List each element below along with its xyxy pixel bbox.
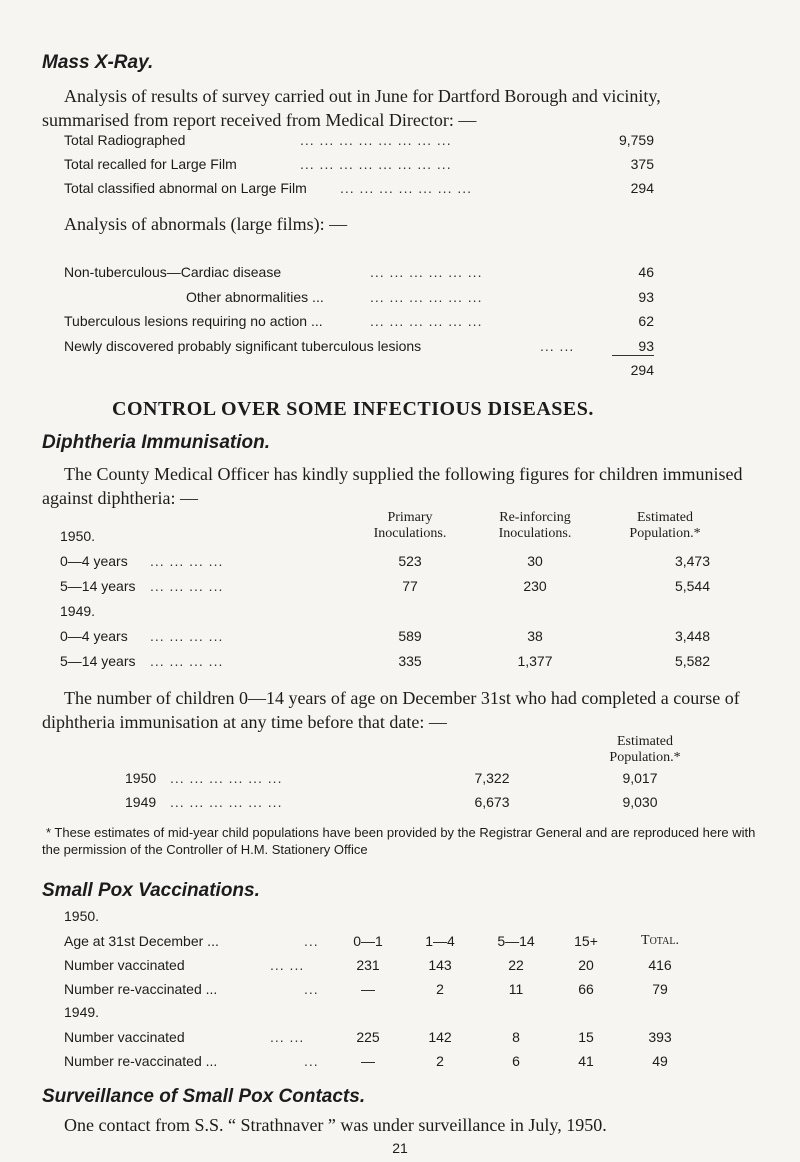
col-header: 15+: [574, 933, 598, 949]
leader-dots: ... ...: [270, 957, 305, 973]
year-label: 1949.: [64, 1004, 100, 1020]
abnormal-label: Other abnormalities ...: [186, 289, 324, 305]
completed-population: 9,030: [622, 794, 658, 810]
cell: 393: [648, 1029, 672, 1045]
summary-value: 9,759: [618, 132, 654, 148]
reinforcing-value: 230: [523, 578, 547, 594]
cell: 8: [512, 1029, 520, 1045]
diphtheria-intro: The County Medical Officer has kindly supplied the following figures for children immunised against diphtheria: —: [42, 464, 743, 508]
population-value: 3,473: [674, 553, 710, 569]
leader-dots: ... ... ... ... ... ...: [170, 794, 283, 810]
diphtheria-heading: Diphtheria Immunisation.: [42, 432, 271, 453]
population-value: 3,448: [674, 628, 710, 644]
abnormal-value: 46: [638, 264, 654, 280]
surveillance-text: One contact from S.S. “ Strathnaver ” was under surveillance in July, 1950.: [64, 1115, 607, 1135]
abnormal-label: Newly discovered probably significant tuberculous lesions: [64, 338, 422, 354]
completed-number: 7,322: [474, 770, 510, 786]
mass-xray-intro: Analysis of results of survey carried out in June for Dartford Borough and vicinity, summarised from report received from Medical Director: —: [42, 86, 661, 130]
section-title: CONTROL OVER SOME INFECTIOUS DISEASES.: [112, 398, 594, 420]
completed-number: 6,673: [474, 794, 510, 810]
abnormal-value: 93: [638, 289, 654, 305]
cell: 11: [508, 981, 524, 997]
col-header: Total.: [641, 933, 679, 948]
cell: 225: [356, 1029, 380, 1045]
leader-dots: ... ... ... ... ... ... ...: [340, 180, 473, 196]
primary-value: 589: [398, 628, 422, 644]
population-value: 5,544: [674, 578, 710, 594]
cell: 15: [578, 1029, 594, 1045]
cell: 2: [436, 1053, 444, 1069]
cell: 143: [428, 957, 452, 973]
abnormal-label: Non-tuberculous—Cardiac disease: [64, 264, 282, 280]
summary-value: 294: [630, 180, 654, 196]
leader-dots: ...: [304, 981, 319, 997]
completed-population-header: Estimated Population.*: [609, 734, 681, 765]
cell: 6: [512, 1053, 520, 1069]
summary-value: 375: [630, 156, 654, 172]
completed-year: 1950: [125, 770, 157, 786]
cell: 416: [648, 957, 672, 973]
col-header: 5—14: [497, 933, 535, 949]
row-label: Number re-vaccinated ...: [64, 1053, 218, 1069]
cell: 79: [652, 981, 668, 997]
leader-dots: ... ... ... ... ... ...: [370, 264, 483, 280]
cell: 20: [578, 957, 594, 973]
leader-dots: ... ... ... ...: [150, 653, 224, 669]
summary-label: Total Radiographed: [64, 132, 186, 148]
leader-dots: ...: [304, 1053, 319, 1069]
cell: 142: [428, 1029, 452, 1045]
row-label: Number vaccinated: [64, 957, 185, 973]
leader-dots: ... ... ... ...: [150, 628, 224, 644]
completed-intro: The number of children 0—14 years of age on December 31st who had completed a course of diphtheria immunisation at any time before that date: —: [42, 688, 740, 732]
primary-value: 77: [402, 578, 418, 594]
completed-population: 9,017: [622, 770, 658, 786]
age-label: 5—14 years: [60, 578, 136, 594]
year-label: 1950.: [64, 908, 100, 924]
reinforcing-value: 38: [527, 628, 543, 644]
total-rule: [612, 355, 654, 356]
population-value: 5,582: [674, 653, 710, 669]
page-number: 21: [392, 1140, 408, 1156]
smallpox-heading: Small Pox Vaccinations.: [42, 880, 260, 901]
cell: 2: [436, 981, 444, 997]
col-population-header: Estimated Population.*: [629, 510, 701, 541]
summary-label: Total classified abnormal on Large Film: [64, 180, 307, 196]
leader-dots: ... ... ... ... ... ...: [170, 770, 283, 786]
year-label: 1950.: [60, 528, 96, 544]
primary-value: 523: [398, 553, 422, 569]
completed-year: 1949: [125, 794, 157, 810]
cell: 22: [508, 957, 524, 973]
age-label: 0—4 years: [60, 553, 128, 569]
surveillance-heading: Surveillance of Small Pox Contacts.: [42, 1086, 366, 1107]
abnormals-total: 294: [630, 362, 654, 378]
abnormal-label: Tuberculous lesions requiring no action ...: [64, 313, 323, 329]
abnormal-value: 93: [638, 338, 654, 354]
col-header: 0—1: [353, 933, 383, 949]
row-label: Number vaccinated: [64, 1029, 185, 1045]
leader-dots: ... ...: [540, 338, 575, 354]
leader-dots: ... ... ... ... ... ...: [370, 289, 483, 305]
col-reinforcing-header: Re-inforcing Inoculations.: [498, 510, 572, 541]
cell: —: [361, 1053, 375, 1069]
mass-xray-heading: Mass X-Ray.: [42, 52, 154, 73]
age-label: 5—14 years: [60, 653, 136, 669]
primary-value: 335: [398, 653, 422, 669]
abnormals-heading: Analysis of abnormals (large films): —: [64, 214, 348, 234]
col-header: 1—4: [425, 933, 455, 949]
cell: 231: [356, 957, 380, 973]
abnormal-value: 62: [638, 313, 654, 329]
cell: 41: [578, 1053, 594, 1069]
leader-dots: ... ... ... ... ... ... ... ...: [300, 132, 452, 148]
leader-dots: ... ... ... ...: [150, 553, 224, 569]
cell: 66: [578, 981, 594, 997]
leader-dots: ... ... ... ... ... ... ... ...: [300, 156, 452, 172]
footnote: * These estimates of mid-year child populations have been provided by the Registrar General and are reproduced here with the permission of the Controller of H.M. Stationery Office: [42, 825, 756, 857]
row-label: Number re-vaccinated ...: [64, 981, 218, 997]
leader-dots: ... ... ... ... ... ...: [370, 313, 483, 329]
summary-label: Total recalled for Large Film: [64, 156, 237, 172]
cell: 49: [652, 1053, 668, 1069]
age-header-label: Age at 31st December ...: [64, 933, 219, 949]
reinforcing-value: 30: [527, 553, 543, 569]
col-primary-header: Primary Inoculations.: [373, 510, 447, 541]
cell: —: [361, 981, 375, 997]
age-label: 0—4 years: [60, 628, 128, 644]
reinforcing-value: 1,377: [517, 653, 553, 669]
leader-dots: ... ...: [270, 1029, 305, 1045]
leader-dots: ... ... ... ...: [150, 578, 224, 594]
year-label: 1949.: [60, 603, 96, 619]
leader-dots: ...: [304, 933, 319, 949]
